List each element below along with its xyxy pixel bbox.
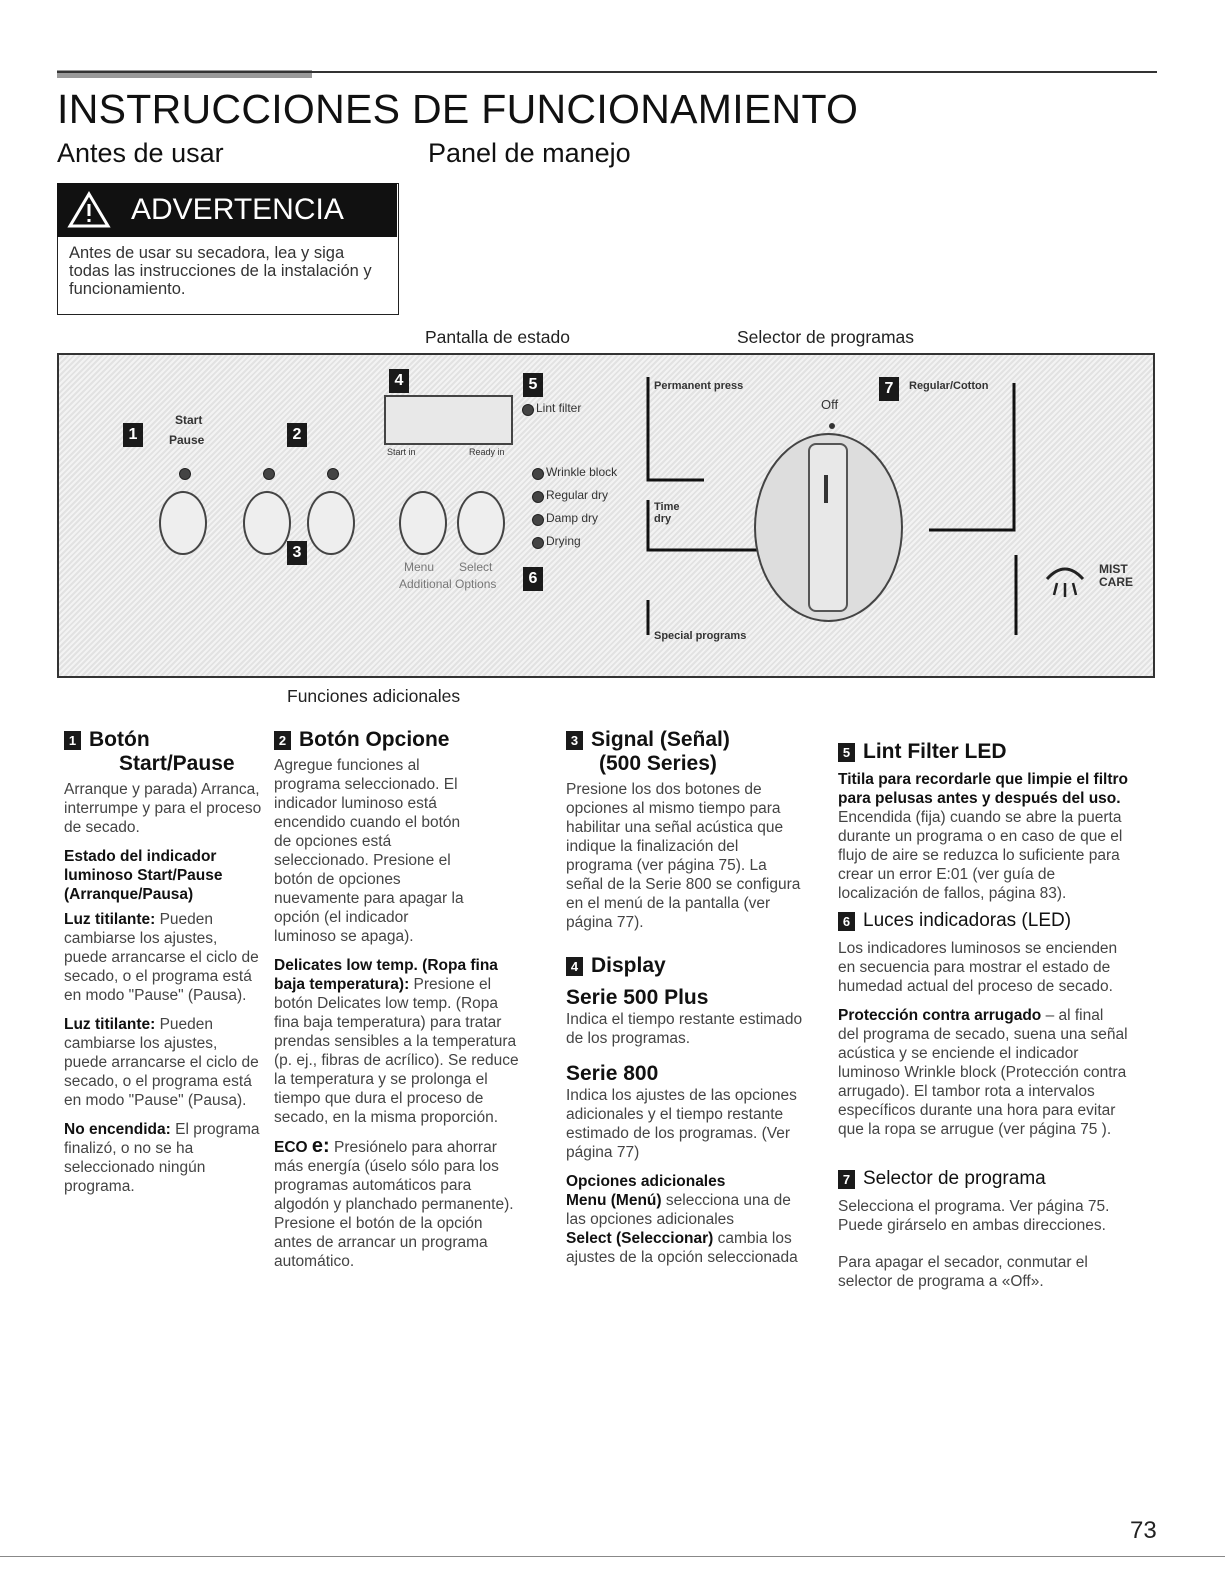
marker-4: 4 bbox=[389, 369, 409, 393]
heading-start-pause bbox=[64, 728, 264, 776]
wrinkle-block-label: Wrinkle block bbox=[546, 465, 618, 479]
warning-label: ADVERTENCIA bbox=[131, 193, 344, 226]
off-label: Off bbox=[821, 397, 839, 412]
start-label: Start bbox=[175, 413, 203, 427]
drying-led bbox=[532, 537, 544, 549]
not-lit: No encendida: El programa finalizó, o no se ha seleccionado ningún programa. bbox=[64, 1121, 260, 1195]
signal-description: Presione los dos botones de opciones al mismo tiempo para habilitar una señal acústica que indique la finalización del programa (ver página 75). La señal de la Serie 800 se configura en el menú de la pantalla (ver página 77). bbox=[566, 781, 801, 931]
marker-6: 6 bbox=[523, 567, 543, 591]
regular-dry-led bbox=[532, 491, 544, 503]
program-selector-description: Selecciona el programa. Ver página 75. Puede girárselo en ambas direcciones. bbox=[838, 1198, 1110, 1234]
start-pause-description: Arranque y parada) Arranca, interrumpe y para el proceso de secado. bbox=[64, 781, 262, 836]
time-dry-label: Time dry bbox=[654, 501, 680, 525]
warning-triangle-icon bbox=[67, 191, 111, 229]
badge-3: 3 bbox=[566, 731, 583, 750]
status-display bbox=[384, 395, 513, 445]
label-program-selector: Selector de programas bbox=[737, 327, 915, 347]
heading-program-selector: 7 Selector de programa bbox=[838, 1167, 1128, 1191]
select-option: Select (Seleccionar) cambia los ajustes de la opción seleccionada bbox=[566, 1230, 798, 1266]
option-button-2[interactable] bbox=[307, 491, 355, 555]
section-title-panel: Panel de manejo bbox=[428, 138, 631, 168]
badge-1: 1 bbox=[64, 731, 81, 750]
badge-5: 5 bbox=[838, 743, 855, 762]
wrinkle-protection: Protección contra arrugado – al final del programa de secado, suena una señal acústica y se enciende el indicador luminoso Wrinkle block (Protección contra arrugado). El tambor rota a intervalos específicos durante una hora para evitar que la ropa se arrugue (ver página 75 ). bbox=[838, 1007, 1128, 1138]
start-in-label: Start in bbox=[387, 447, 416, 457]
regular-cotton-label: Regular/Cotton bbox=[909, 380, 989, 392]
heading-options: 2 Botón Opcione bbox=[274, 728, 524, 752]
heading-indicator-lights: 6 Luces indicadoras (LED) bbox=[838, 909, 1128, 933]
marker-3: 3 bbox=[287, 541, 307, 565]
footer-rule bbox=[0, 1556, 1225, 1557]
badge-4: 4 bbox=[566, 957, 583, 976]
permanent-press-label: Permanent press bbox=[654, 380, 744, 392]
menu-button[interactable] bbox=[399, 491, 447, 555]
start-pause-button[interactable] bbox=[159, 491, 207, 555]
indicator-lights-description: Los indicadores luminosos se encienden en secuencia para mostrar el estado de humedad actual del proceso de secado. bbox=[838, 940, 1118, 995]
flashing-light-2: Luz titilante: Pueden cambiarse los ajustes, puede arrancarse el ciclo de secado, o el programa está en modo "Pause" (Pausa). bbox=[64, 1016, 259, 1109]
section-title-antes: Antes de usar bbox=[57, 138, 224, 168]
series-800-text: Indica los ajustes de las opciones adicionales y el tiempo restante estimado de los programas. (Ver página 77) bbox=[566, 1087, 797, 1161]
program-selector-dial[interactable] bbox=[754, 433, 903, 622]
mist-care-label: MIST CARE bbox=[1099, 562, 1134, 589]
marker-2: 2 bbox=[287, 423, 307, 447]
pause-label: Pause bbox=[169, 433, 205, 447]
badge-2: 2 bbox=[274, 731, 291, 750]
warning-header bbox=[57, 183, 397, 237]
additional-options-label: Additional Options bbox=[399, 577, 497, 591]
heading-lint-filter: 5 Lint Filter LED bbox=[838, 740, 1128, 764]
menu-label: Menu bbox=[404, 560, 435, 574]
dial-pointer bbox=[824, 475, 828, 503]
options-description: Agregue funciones al programa seleccionado. El indicador luminoso está encendido cuando el botón de opciones está seleccionado. Presione el botón de opciones nuevamente para apagar la opción (el indicador luminoso se apaga). bbox=[274, 757, 464, 945]
heading-display: 4 Display bbox=[566, 954, 806, 978]
wrinkle-block-led bbox=[532, 468, 544, 480]
damp-dry-label: Damp dry bbox=[546, 511, 599, 525]
turn-off-instruction: Para apagar el secador, conmutar el selector de programa a «Off». bbox=[838, 1254, 1088, 1290]
damp-dry-led bbox=[532, 514, 544, 526]
page-number: 73 bbox=[1130, 1517, 1157, 1544]
start-pause-led bbox=[179, 468, 191, 480]
header-rule bbox=[57, 71, 1157, 73]
select-label: Select bbox=[459, 560, 493, 574]
additional-options-title: Opciones adicionales bbox=[566, 1173, 726, 1190]
flashing-light-1: Luz titilante: Pueden cambiarse los ajustes, puede arrancarse el ciclo de secado, o el programa está en modo "Pause" (Pausa). bbox=[64, 911, 259, 1004]
series-800-title: Serie 800 bbox=[566, 1062, 659, 1085]
delicates-low-temp: Delicates low temp. (Ropa fina baja temperatura): Presione el botón Delicates low temp. (Ropa fina baja temperatura) para tratar prendas sensibles a la temperatura (p. ej., fibras de acrílico). Se reduce la temperatura y se prolonga el tiempo que dura el proceso de secado, en la misma proporción. bbox=[274, 957, 519, 1126]
control-panel-illustration bbox=[57, 353, 1155, 678]
option-led-2 bbox=[327, 468, 339, 480]
marker-1: 1 bbox=[123, 423, 143, 447]
dial-grip bbox=[808, 443, 848, 612]
label-additional-functions: Funciones adicionales bbox=[287, 686, 461, 706]
marker-5: 5 bbox=[523, 373, 543, 397]
page-title: INSTRUCCIONES DE FUNCIONAMIENTO bbox=[57, 86, 859, 132]
regular-dry-label: Regular dry bbox=[546, 488, 609, 502]
label-status-display: Pantalla de estado bbox=[425, 327, 570, 347]
section-start-pause bbox=[64, 728, 264, 1196]
heading-signal: 3 Signal (Señal) (500 Series) bbox=[566, 728, 806, 776]
section-signal-display bbox=[566, 728, 806, 1267]
lint-filter-led bbox=[522, 404, 534, 416]
option-led-1 bbox=[263, 468, 275, 480]
badge-7: 7 bbox=[838, 1170, 855, 1189]
eco-option: ECO e: Presiónelo para ahorrar más energía (úselo sólo para los programas automáticos para algodón y planchado permanente). Presione el botón de la opción antes de arrancar un programa automático. bbox=[274, 1135, 514, 1270]
drying-label: Drying bbox=[546, 534, 581, 548]
lint-filter-description: Titila para recordarle que limpie el filtro para pelusas antes y después del uso. Encendida (fija) cuando se abre la puerta durante un programa o en caso de que el flujo de aire se reduzca lo suficiente para crear un error E:01 (ver guía de localización de fallos, página 83). bbox=[838, 771, 1128, 902]
badge-6: 6 bbox=[838, 912, 855, 931]
off-dot bbox=[829, 423, 835, 429]
series-500-plus-text: Indica el tiempo restante estimado de los programas. bbox=[566, 1011, 803, 1047]
marker-7: 7 bbox=[879, 377, 899, 401]
menu-option: Menu (Menú) selecciona una de las opciones adicionales bbox=[566, 1192, 791, 1228]
lint-filter-label: Lint filter bbox=[536, 401, 582, 415]
special-programs-label: Special programs bbox=[654, 630, 747, 642]
select-button[interactable] bbox=[457, 491, 505, 555]
warning-text: Antes de usar su secadora, lea y siga todas las instrucciones de la instalación y funcionamiento. bbox=[69, 244, 372, 298]
mist-care-icon bbox=[1043, 561, 1087, 601]
section-lint-filter-leds bbox=[838, 740, 1128, 1291]
option-button-1[interactable] bbox=[243, 491, 291, 555]
heading-start-pause-text: Botón Start/Pause bbox=[89, 728, 235, 775]
section-options-button bbox=[274, 728, 524, 1271]
ready-in-label: Ready in bbox=[469, 447, 505, 457]
series-500-plus-title: Serie 500 Plus bbox=[566, 986, 709, 1009]
indicator-state-title: Estado del indicador luminoso Start/Pause (Arranque/Pausa) bbox=[64, 848, 223, 903]
